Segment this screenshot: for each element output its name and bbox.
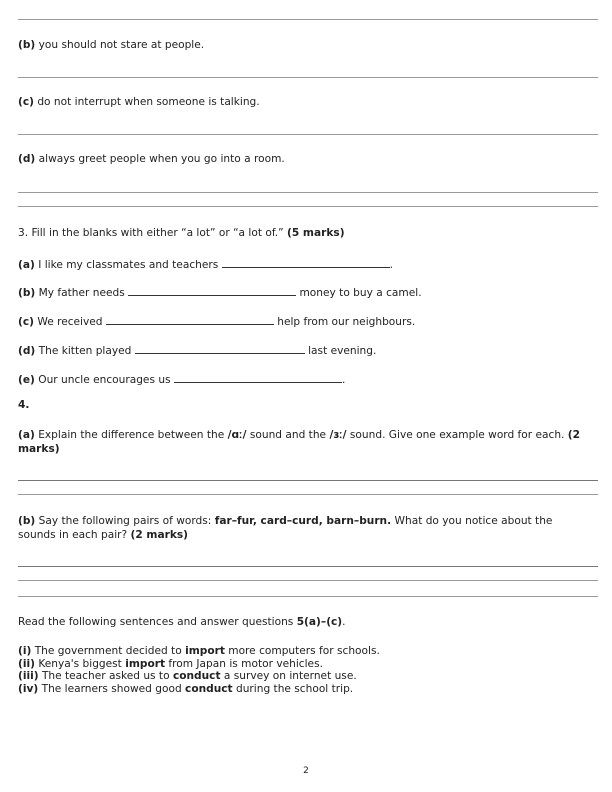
word-pairs: far–fur, card–curd, barn–burn.: [214, 515, 392, 527]
q5-sentences: [18, 645, 380, 695]
sentence-text: The teacher asked us to: [38, 670, 173, 682]
page-number: 2: [303, 766, 309, 776]
item-text: do not interrupt when someone is talking.: [33, 96, 260, 108]
item-label: (b): [18, 515, 36, 527]
answer-line: [18, 206, 598, 207]
answer-line: [18, 580, 598, 581]
sentence-label: (iii): [18, 670, 39, 682]
answer-line: [18, 480, 598, 481]
item-text: money to buy a camel.: [296, 287, 422, 299]
sentence-i: [18, 645, 380, 658]
instruction-text: 3. Fill in the blanks with either “a lot” or “a lot of.”: [18, 227, 288, 239]
answer-line: [18, 566, 598, 567]
item-text: We received: [33, 316, 106, 328]
item-text: sound. Give one example word for each.: [346, 429, 568, 441]
sentence-iii: [18, 670, 380, 683]
q2-item-d: [18, 153, 285, 165]
sentence-text: Kenya's biggest: [34, 657, 126, 670]
sentence-label: (i): [18, 645, 32, 657]
marks-label: (2 marks): [130, 529, 189, 541]
q5-instruction: [18, 616, 346, 628]
q3-item-b: [18, 284, 422, 299]
item-text: last evening.: [304, 345, 377, 357]
blank-line[interactable]: [174, 371, 342, 383]
question-number: 4.: [18, 399, 30, 411]
q3-item-c: [18, 313, 415, 328]
instruction-text: Read the following sentences and answer questions: [18, 616, 297, 628]
item-label: (d): [18, 153, 36, 165]
item-text: I like my classmates and teachers: [34, 259, 222, 271]
key-word: import: [185, 645, 225, 657]
blank-line[interactable]: [222, 256, 390, 268]
answer-line: [18, 134, 598, 135]
blank-line[interactable]: [106, 313, 274, 325]
q3-instruction: [18, 227, 345, 239]
item-text: .: [341, 374, 346, 386]
item-text: Explain the difference between the: [34, 429, 228, 441]
sentence-text: The learners showed good: [38, 682, 186, 695]
item-text: .: [389, 259, 393, 271]
item-text: Our uncle encourages us: [34, 374, 174, 386]
sentence-text: a survey on internet use.: [220, 670, 357, 682]
sentence-text: The government decided to: [31, 645, 186, 657]
item-text: help from our neighbours.: [273, 316, 416, 328]
item-label: (b): [18, 287, 36, 299]
sentence-text: during the school trip.: [232, 682, 354, 695]
q4-item-a: [18, 428, 588, 456]
item-label: (c): [18, 96, 34, 108]
item-label: (d): [18, 345, 36, 357]
answer-line: [18, 19, 598, 20]
phonetic-symbol: /ɑː/: [227, 429, 247, 441]
q3-item-a: [18, 256, 393, 271]
phonetic-symbol: /ɜː/: [329, 429, 347, 441]
item-label: (a): [18, 429, 35, 441]
answer-line: [18, 192, 598, 193]
blank-line[interactable]: [128, 284, 296, 296]
item-label: (c): [18, 316, 34, 328]
sentence-label: (iv): [18, 682, 39, 695]
item-text: you should not stare at people.: [35, 39, 205, 51]
q4-item-b: [18, 514, 588, 542]
answer-line: [18, 77, 598, 78]
sentence-text: more computers for schools.: [224, 645, 380, 657]
answer-line: [18, 596, 598, 597]
q2-item-c: [18, 96, 260, 108]
blank-line[interactable]: [135, 342, 305, 354]
item-label: (e): [18, 374, 35, 386]
q3-item-d: [18, 342, 376, 357]
instruction-text: .: [342, 616, 346, 628]
q4-number: [18, 399, 29, 411]
marks-label: (5 marks): [287, 227, 345, 239]
item-text: The kitten played: [35, 345, 135, 357]
sentence-ii: [18, 658, 380, 671]
q2-item-b: [18, 39, 204, 51]
key-word: conduct: [185, 682, 233, 695]
q3-item-e: [18, 371, 345, 386]
item-text: My father needs: [35, 287, 129, 299]
answer-line: [18, 494, 598, 495]
key-word: import: [125, 657, 166, 670]
sentence-label: (ii): [18, 657, 35, 670]
item-label: (a): [18, 259, 35, 271]
item-text: Say the following pairs of words:: [35, 515, 215, 527]
question-ref: 5(a)–(c): [296, 616, 343, 628]
key-word: conduct: [172, 670, 221, 682]
item-text: sound and the: [246, 429, 330, 441]
sentence-iv: [18, 683, 380, 696]
item-label: (b): [18, 39, 36, 51]
item-text: always greet people when you go into a room.: [35, 153, 285, 165]
sentence-text: from Japan is motor vehicles.: [165, 657, 323, 670]
item-text: What do you notice about the sounds in each pair?: [18, 515, 553, 541]
marks-label: (2 marks): [18, 429, 580, 455]
